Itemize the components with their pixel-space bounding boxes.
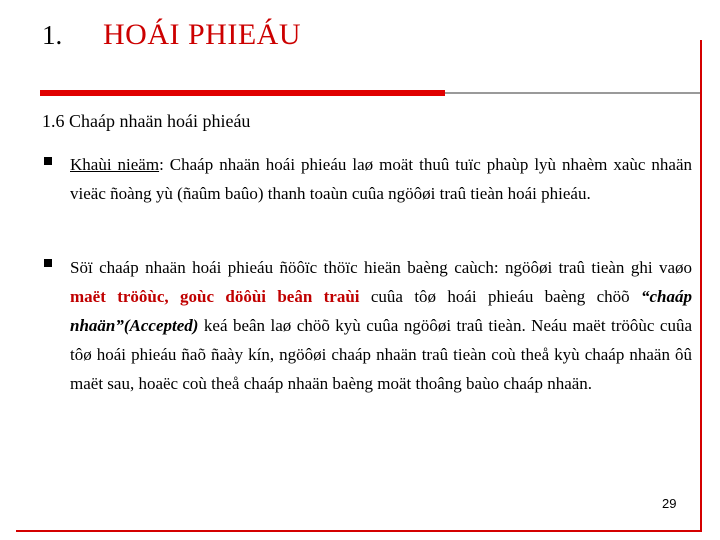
page-number: 29	[662, 496, 677, 511]
procedure-highlight: maët tröôùc, goùc döôùi beân traùi	[70, 287, 360, 306]
procedure-text-middle: cuûa tôø hoái phieáu baèng chöõ	[359, 287, 641, 306]
bullet-definition	[70, 150, 692, 208]
procedure-text-after: keá beân laø chöõ kyù cuûa ngöôøi traû tieàn. Neáu maët tröôùc cuûa tôø hoái phieáu ñaõ ñaày kín, ngöôøi chaáp nhaän traû tieàn coù theå kyù chaáp nhaän ôû maët sau, hoaëc coù theå chaáp nhaän baèng moät thoâng baùo chaáp nhaän.	[70, 316, 692, 393]
definition-colon: :	[159, 155, 164, 174]
procedure-accepted: “chaáp nhaän”(Accepted)	[70, 287, 692, 335]
title-underline-grey	[445, 92, 700, 94]
square-bullet-icon	[44, 157, 52, 165]
slide-title: HOÁI PHIEÁU	[103, 18, 301, 51]
definition-term: Khaùi nieäm	[70, 155, 160, 174]
procedure-text-before: Söï chaáp nhaän hoái phieáu ñöôïc thöïc hieän baèng caùch: ngöôøi traû tieàn ghi vaøo	[70, 258, 692, 277]
title-underline-red	[40, 90, 445, 96]
frame-right-line	[700, 40, 702, 530]
bullet-procedure	[70, 253, 692, 398]
definition-text: Chaáp nhaän hoái phieáu laø moät thuû tuïc phaùp lyù nhaèm xaùc nhaän vieäc ñoàng yù (ñaûm baûo) thanh toaùn cuûa ngöôøi traû tieàn hoái phieáu.	[70, 155, 692, 203]
frame-bottom-line	[16, 530, 702, 532]
square-bullet-icon	[44, 259, 52, 267]
title-number: 1.	[42, 20, 63, 50]
section-heading: 1.6 Chaáp nhaän hoái phieáu	[42, 111, 251, 131]
